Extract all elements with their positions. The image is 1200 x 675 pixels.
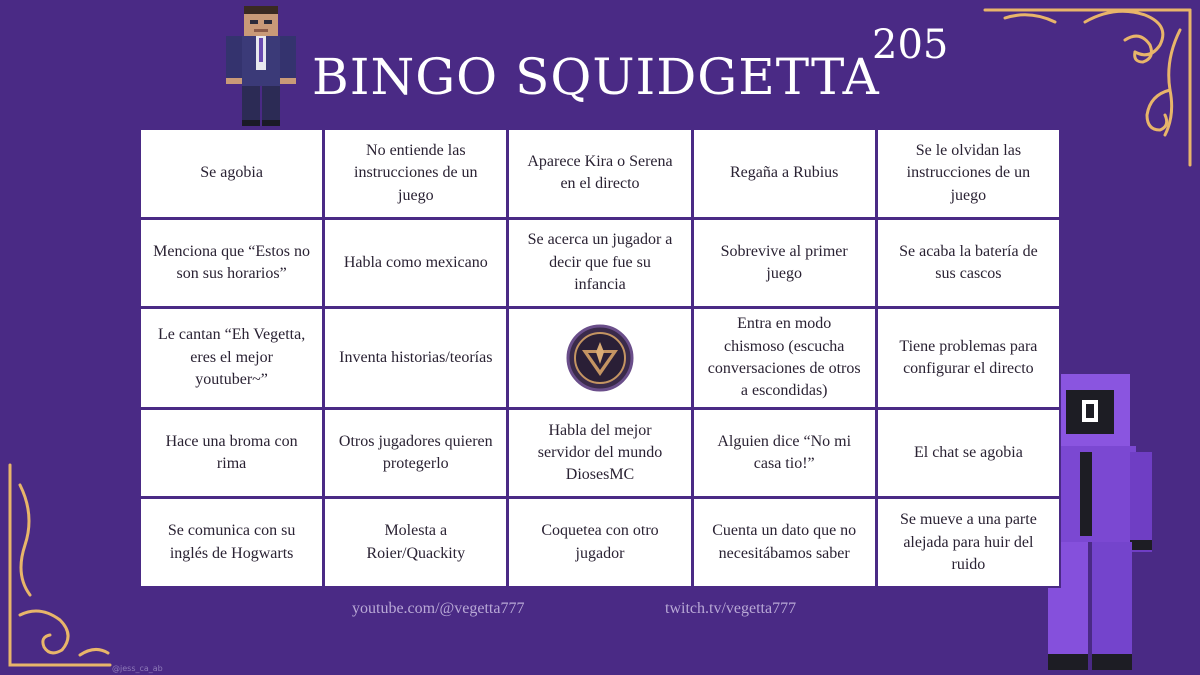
- corner-ornament-icon: [0, 455, 120, 675]
- bingo-cell[interactable]: Habla del mejor servidor del mundo DiosesMC: [509, 410, 690, 497]
- bingo-cell[interactable]: Se acaba la batería de sus cascos: [878, 220, 1059, 307]
- bingo-cell[interactable]: Sobrevive al primer juego: [694, 220, 875, 307]
- bingo-cell[interactable]: Molesta a Roier/Quackity: [325, 499, 506, 586]
- bingo-cell[interactable]: Habla como mexicano: [325, 220, 506, 307]
- bingo-cell[interactable]: Otros jugadores quieren protegerlo: [325, 410, 506, 497]
- bingo-grid: [139, 128, 1061, 588]
- bingo-cell[interactable]: Menciona que “Estos no son sus horarios”: [141, 220, 322, 307]
- bingo-cell[interactable]: Cuenta un dato que no necesitábamos saber: [694, 499, 875, 586]
- bingo-cell[interactable]: Se mueve a una parte alejada para huir del ruido: [878, 499, 1059, 586]
- bingo-cell[interactable]: Coquetea con otro jugador: [509, 499, 690, 586]
- suited-character-icon: [222, 4, 300, 128]
- bingo-cell[interactable]: Le cantan “Eh Vegetta, eres el mejor youtuber~”: [141, 309, 322, 407]
- bingo-cell[interactable]: Entra en modo chismoso (escucha conversaciones de otros a escondidas): [694, 309, 875, 407]
- youtube-link[interactable]: youtube.com/@vegetta777: [352, 600, 525, 617]
- bingo-cell[interactable]: Se agobia: [141, 130, 322, 217]
- artist-credit: @jess_ca_ab: [112, 664, 163, 673]
- bingo-cell[interactable]: Aparece Kira o Serena en el directo: [509, 130, 690, 217]
- bingo-cell[interactable]: Tiene problemas para configurar el directo: [878, 309, 1059, 407]
- twitch-link[interactable]: twitch.tv/vegetta777: [665, 600, 797, 617]
- bingo-cell[interactable]: Hace una broma con rima: [141, 410, 322, 497]
- bingo-cell[interactable]: Inventa historias/teorías: [325, 309, 506, 407]
- bingo-free-cell[interactable]: [509, 309, 690, 407]
- bingo-cell[interactable]: Se comunica con su inglés de Hogwarts: [141, 499, 322, 586]
- bingo-cell[interactable]: Se le olvidan las instrucciones de un juego: [878, 130, 1059, 217]
- bingo-cell[interactable]: Regaña a Rubius: [694, 130, 875, 217]
- bingo-cell[interactable]: Alguien dice “No mi casa tio!”: [694, 410, 875, 497]
- dioses-emblem-icon: [566, 324, 634, 392]
- episode-number: 205: [872, 22, 949, 68]
- page-title: BINGO SQUIDGETTA: [312, 48, 880, 106]
- bingo-cell[interactable]: No entiende las instrucciones de un juego: [325, 130, 506, 217]
- bingo-cell[interactable]: Se acerca un jugador a decir que fue su infancia: [509, 220, 690, 307]
- bingo-cell[interactable]: El chat se agobia: [878, 410, 1059, 497]
